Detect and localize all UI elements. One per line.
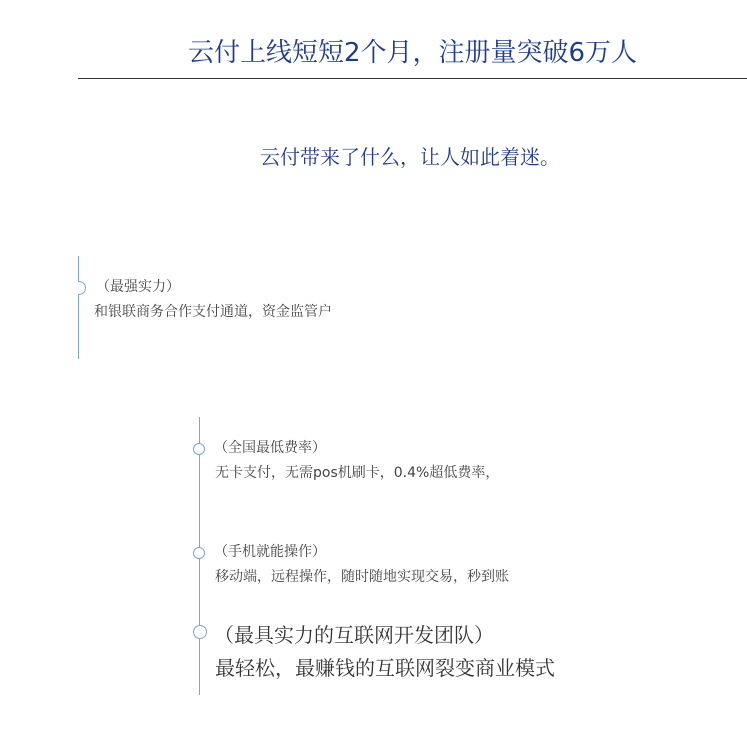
feature-1-heading: （最强实力） [96,279,180,295]
feature-4-text: 最轻松，最赚钱的互联网裂变商业模式 [215,656,555,680]
feature-3-text: 移动端，远程操作，随时随地实现交易，秒到账 [215,569,509,585]
feature-1-text: 和银联商务合作支付通道，资金监管户 [94,304,332,320]
subtitle: 云付带来了什么，让人如此着迷。 [260,145,560,169]
feature-2-text: 无卡支付，无需pos机刷卡，0.4%超低费率， [215,465,500,481]
timeline-dot-4 [193,625,207,639]
timeline-dot-2 [193,443,205,455]
timeline-line-1 [78,256,79,359]
feature-2-heading: （全国最低费率） [214,440,326,456]
timeline-dot-3 [193,547,205,559]
main-title: 云付上线短短2个月，注册量突破6万人 [78,36,747,79]
feature-3-heading: （手机就能操作） [214,544,326,560]
timeline-marker-1 [78,281,86,295]
feature-4-heading: （最具实力的互联网开发团队） [214,623,494,647]
